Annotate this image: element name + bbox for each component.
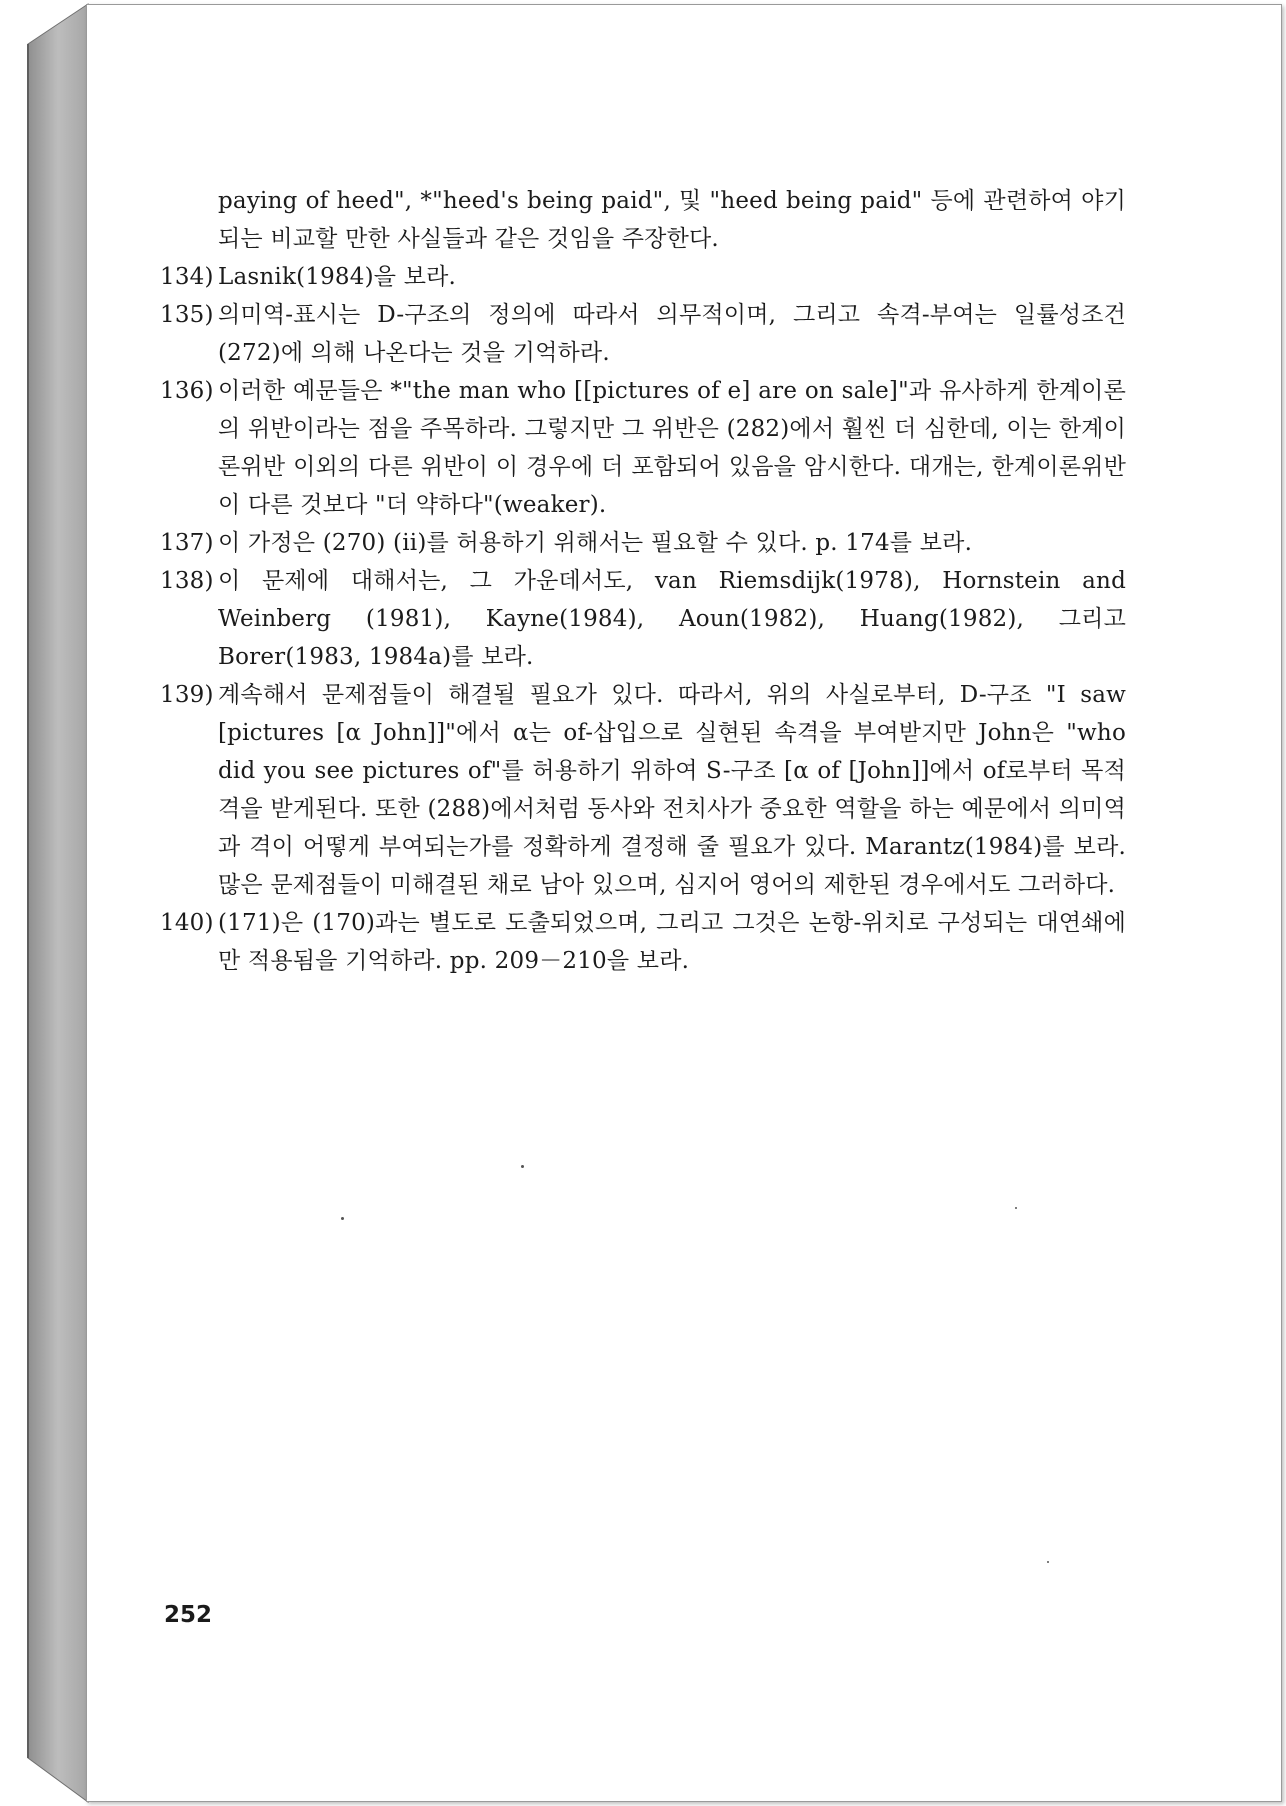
scan-speck: [341, 1217, 344, 1220]
note-137: [160, 524, 1126, 562]
scan-speck: [1015, 1207, 1017, 1209]
note-text: Lasnik(1984)을 보라.: [218, 264, 457, 290]
note-139: [160, 676, 1126, 904]
note-text: 이 문제에 대해서는, 그 가운데서도, van Riemsdijk(1978), Hornstein and Weinberg (1981), Kayne(1984), Aoun(1982), Huang(1982), 그리고 Borer(1983, 1984a)를 보라.: [218, 568, 1126, 670]
note-text: paying of heed", *"heed's being paid", 및 "heed being paid" 등에 관련하여 야기되는 비교할 만한 사실들과 같은 것임을 주장한다.: [218, 188, 1126, 252]
endnotes-block: [160, 182, 1126, 980]
note-number: 135): [160, 302, 214, 328]
note-number: 136): [160, 378, 214, 404]
scan-speck: [521, 1165, 524, 1168]
note-text: 의미역-표시는 D-구조의 정의에 따라서 의무적이며, 그리고 속격-부여는 일률성조건 (272)에 의해 나온다는 것을 기억하라.: [218, 302, 1126, 366]
note-text: (171)은 (170)과는 별도로 도출되었으며, 그리고 그것은 논항-위치로 구성되는 대연쇄에만 적용됨을 기억하라. pp. 209－210을 보라.: [218, 910, 1126, 974]
note-number: 140): [160, 910, 214, 936]
note-136: [160, 372, 1126, 524]
note-number: 137): [160, 530, 214, 556]
page-number: 252: [164, 1602, 213, 1628]
note-135: [160, 296, 1126, 372]
note-continuation: [160, 182, 1126, 258]
note-138: [160, 562, 1126, 676]
note-number: 139): [160, 682, 214, 708]
note-140: [160, 904, 1126, 980]
note-text: 이 가정은 (270) (ii)를 허용하기 위해서는 필요할 수 있다. p. 174를 보라.: [218, 530, 973, 556]
note-134: [160, 258, 1126, 296]
note-number: 134): [160, 264, 214, 290]
note-number: 138): [160, 568, 214, 594]
note-text: 계속해서 문제점들이 해결될 필요가 있다. 따라서, 위의 사실로부터, D-구조 "I saw [pictures [α John]]"에서 α는 of-삽입으로 실현된 속격을 부여받지만 John은 "who did you see pictures of"를 허용하기 위하여 S-구조 [α of [John]]에서 of로부터 목적격을 받게된다. 또한 (288)에서처럼 동사와 전치사가 중요한 역할을 하는 예문에서 의미역과 격이 어떻게 부여되는가를 정확하게 결정해 줄 필요가 있다. Marantz(1984)를 보라. 많은 문제점들이 미해결된 채로 남아 있으며, 심지어 영어의 제한된 경우에서도 그러하다.: [218, 682, 1126, 898]
scan-speck: [1047, 1561, 1049, 1563]
note-text: 이러한 예문들은 *"the man who [[pictures of e] are on sale]"과 유사하게 한계이론의 위반이라는 점을 주목하라. 그렇지만 그 위반은 (282)에서 훨씬 더 심한데, 이는 한계이론위반 이외의 다른 위반이 이 경우에 더 포함되어 있음을 암시한다. 대개는, 한계이론위반이 다른 것보다 "더 약하다"(weaker).: [218, 378, 1126, 518]
